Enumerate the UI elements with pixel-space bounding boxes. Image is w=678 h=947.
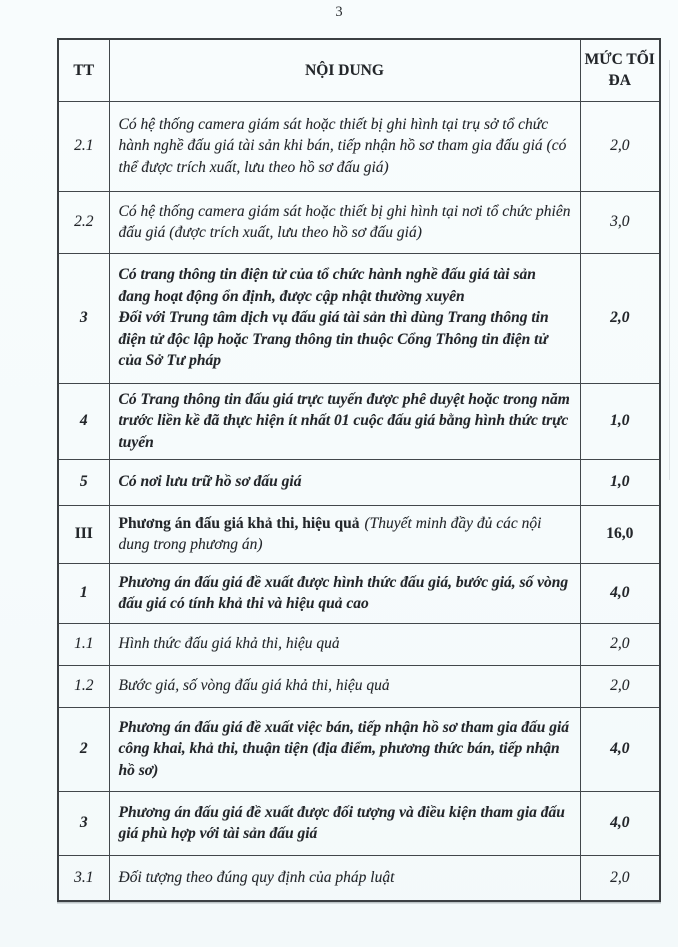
col-header-content: NỘI DUNG [109, 39, 580, 101]
scan-artifact-line [669, 60, 670, 480]
table-row [58, 707, 660, 791]
row-tt-cell: III [58, 505, 109, 563]
row-tt-cell: 3 [58, 253, 109, 383]
row-tt-cell: 3.1 [58, 855, 109, 901]
row-content-cell: Phương án đấu giá đề xuất được đối tượng và điều kiện tham gia đấu giá phù hợp với tài sản đấu giá [109, 791, 580, 855]
section-title: Phương án đấu giá khả thi, hiệu quả [118, 514, 360, 532]
row-score-cell: 16,0 [580, 505, 660, 563]
row-content-cell: Có Trang thông tin đấu giá trực tuyến được phê duyệt hoặc trong năm trước liền kề đã thực hiện ít nhất 01 cuộc đấu giá bằng hình thức trực tuyến [109, 383, 580, 459]
row-score-cell: 2,0 [580, 855, 660, 901]
table-row [58, 253, 660, 383]
row-content-cell: Hình thức đấu giá khả thi, hiệu quả [109, 623, 580, 665]
row-score-cell: 1,0 [580, 459, 660, 505]
table-row [58, 791, 660, 855]
row-tt-cell: 2.1 [58, 101, 109, 191]
col-header-max-score: MỨC TỐI ĐA [580, 39, 660, 101]
row-content-cell: Phương án đấu giá đề xuất được hình thức đấu giá, bước giá, số vòng đấu giá có tính khả thi và hiệu quả cao [109, 563, 580, 623]
table-row-section-iii [58, 505, 660, 563]
row-content-paragraph: Có trang thông tin điện tử của tổ chức hành nghề đấu giá tài sản đang hoạt động ổn định, được cập nhật thường xuyên [118, 266, 536, 305]
table-row [58, 383, 660, 459]
row-tt-cell: 2.2 [58, 191, 109, 253]
row-tt-cell: 1.1 [58, 623, 109, 665]
row-score-cell: 4,0 [580, 707, 660, 791]
row-content-cell: Bước giá, số vòng đấu giá khả thi, hiệu quả [109, 665, 580, 707]
table-row [58, 101, 660, 191]
row-score-cell: 4,0 [580, 563, 660, 623]
row-tt-cell: 3 [58, 791, 109, 855]
table-row [58, 459, 660, 505]
row-content-cell: Có hệ thống camera giám sát hoặc thiết bị ghi hình tại nơi tổ chức phiên đấu giá (được trích xuất, lưu theo hồ sơ đấu giá) [109, 191, 580, 253]
table-row [58, 623, 660, 665]
row-content-cell [109, 505, 580, 563]
row-score-cell: 1,0 [580, 383, 660, 459]
criteria-table [57, 38, 661, 902]
row-tt-cell: 5 [58, 459, 109, 505]
table-row [58, 191, 660, 253]
row-content-cell: Phương án đấu giá đề xuất việc bán, tiếp nhận hồ sơ tham gia đấu giá công khai, khả thi, thuận tiện (địa điểm, phương thức bán, tiếp nhận hồ sơ) [109, 707, 580, 791]
row-content-paragraph: Đối với Trung tâm dịch vụ đấu giá tài sản thì dùng Trang thông tin điện tử độc lập hoặc Trang thông tin thuộc Cổng Thông tin điện tử của Sở Tư pháp [118, 309, 549, 370]
row-tt-cell: 2 [58, 707, 109, 791]
row-score-cell: 2,0 [580, 665, 660, 707]
section-note: (Thuyết minh đầy đủ các nội dung trong phương án) [118, 514, 542, 553]
row-score-cell: 2,0 [580, 623, 660, 665]
row-score-cell: 3,0 [580, 191, 660, 253]
table-header-row [58, 39, 660, 101]
row-score-cell: 2,0 [580, 101, 660, 191]
page-number: 3 [335, 4, 343, 20]
row-tt-cell: 1 [58, 563, 109, 623]
row-score-cell: 2,0 [580, 253, 660, 383]
col-header-tt: TT [58, 39, 109, 101]
row-tt-cell: 1.2 [58, 665, 109, 707]
table-row [58, 563, 660, 623]
row-content-cell: Đối tượng theo đúng quy định của pháp luật [109, 855, 580, 901]
row-content-cell: Có nơi lưu trữ hồ sơ đấu giá [109, 459, 580, 505]
row-tt-cell: 4 [58, 383, 109, 459]
row-content-cell: Có hệ thống camera giám sát hoặc thiết bị ghi hình tại trụ sở tổ chức hành nghề đấu giá tài sản khi bán, tiếp nhận hồ sơ tham gia đấu giá (có thể được trích xuất, lưu theo hồ sơ đấu giá) [109, 101, 580, 191]
row-content-cell [109, 253, 580, 383]
table-row [58, 665, 660, 707]
table-row [58, 855, 660, 901]
row-score-cell: 4,0 [580, 791, 660, 855]
